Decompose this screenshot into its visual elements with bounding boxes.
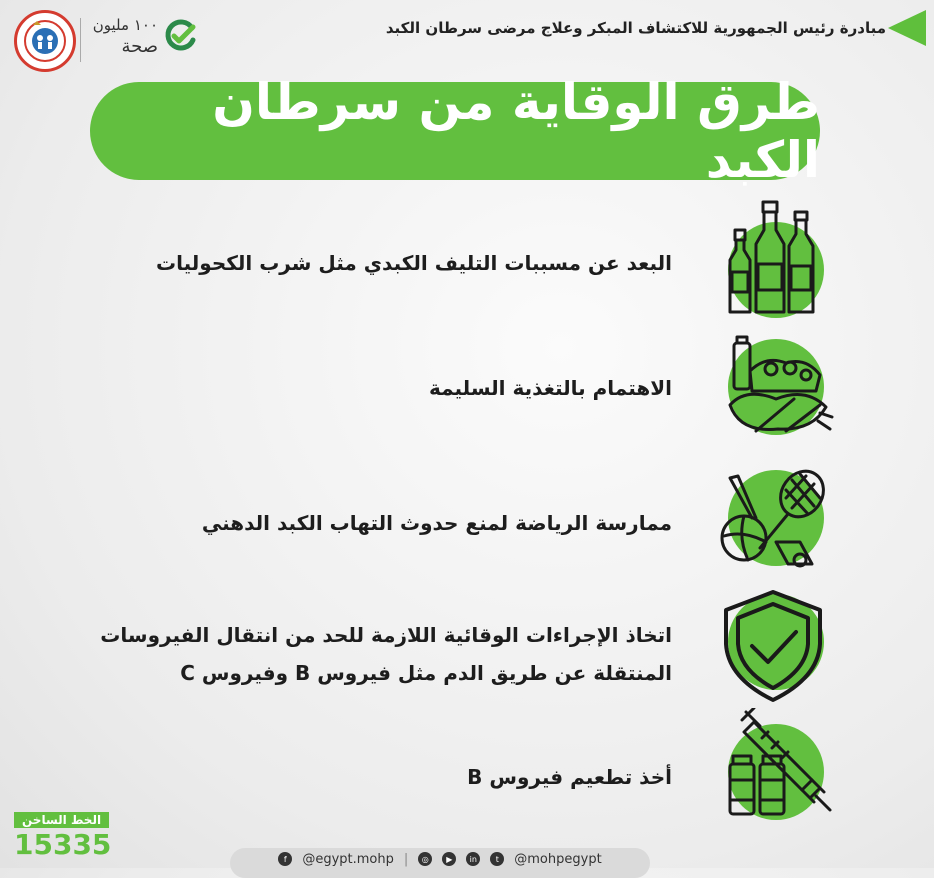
vaccine-icon	[716, 708, 834, 818]
sports-icon	[716, 460, 830, 572]
ministry-emblem-icon	[23, 19, 67, 63]
hotline-label: الخط الساخن	[14, 812, 109, 828]
item-text	[467, 758, 672, 796]
social-handle-1[interactable]: @egypt.mohp	[302, 852, 394, 867]
social-bar	[230, 848, 650, 878]
separator: |	[403, 852, 409, 867]
facebook-icon[interactable]: f	[278, 852, 292, 866]
healthy-food-icon	[716, 335, 836, 439]
item-line: أخذ تطعيم فيروس B	[467, 765, 672, 789]
100-million-health-logo	[88, 14, 198, 64]
social-handle-2[interactable]: @mohpegypt	[514, 852, 602, 867]
title-banner	[90, 73, 820, 189]
item-text	[100, 616, 672, 692]
initiative-banner: مبادرة رئيس الجمهورية للاكتشاف المبكر وعلاج مرضى سرطان الكبد	[385, 19, 886, 37]
shield-check-icon	[718, 588, 828, 704]
bottles-icon	[716, 200, 826, 318]
item-text	[429, 369, 672, 407]
item-line: الاهتمام بالتغذية السليمة	[428, 376, 672, 400]
youtube-icon[interactable]: ▶	[442, 852, 456, 866]
linkedin-icon[interactable]: in	[466, 852, 480, 866]
item-line: البعد عن مسببات التليف الكبدي مثل شرب الكحوليات	[156, 251, 672, 275]
instagram-icon[interactable]: ◎	[418, 852, 432, 866]
hotline-number: 15335	[14, 828, 112, 861]
logo-divider	[80, 18, 81, 62]
item-text	[156, 244, 672, 282]
twitter-icon[interactable]: t	[490, 852, 504, 866]
logo-line1: ١٠٠ مليون	[92, 16, 158, 34]
logo-line2: صحة	[121, 36, 158, 57]
item-line: ممارسة الرياضة لمنع حدوث التهاب الكبد الدهني	[201, 511, 672, 535]
banner-arrow-icon	[888, 10, 926, 46]
page-title: طرق الوقاية من سرطان الكبد	[212, 73, 820, 189]
item-text	[202, 504, 672, 542]
item-line: اتخاذ الإجراءات الوقائية اللازمة للحد من انتقال الفيروسات	[100, 623, 672, 647]
item-line: المنتقلة عن طريق الدم مثل فيروس B وفيروس C	[180, 661, 672, 685]
ministry-logo	[14, 10, 76, 72]
checkmark-logo-icon	[162, 18, 198, 54]
